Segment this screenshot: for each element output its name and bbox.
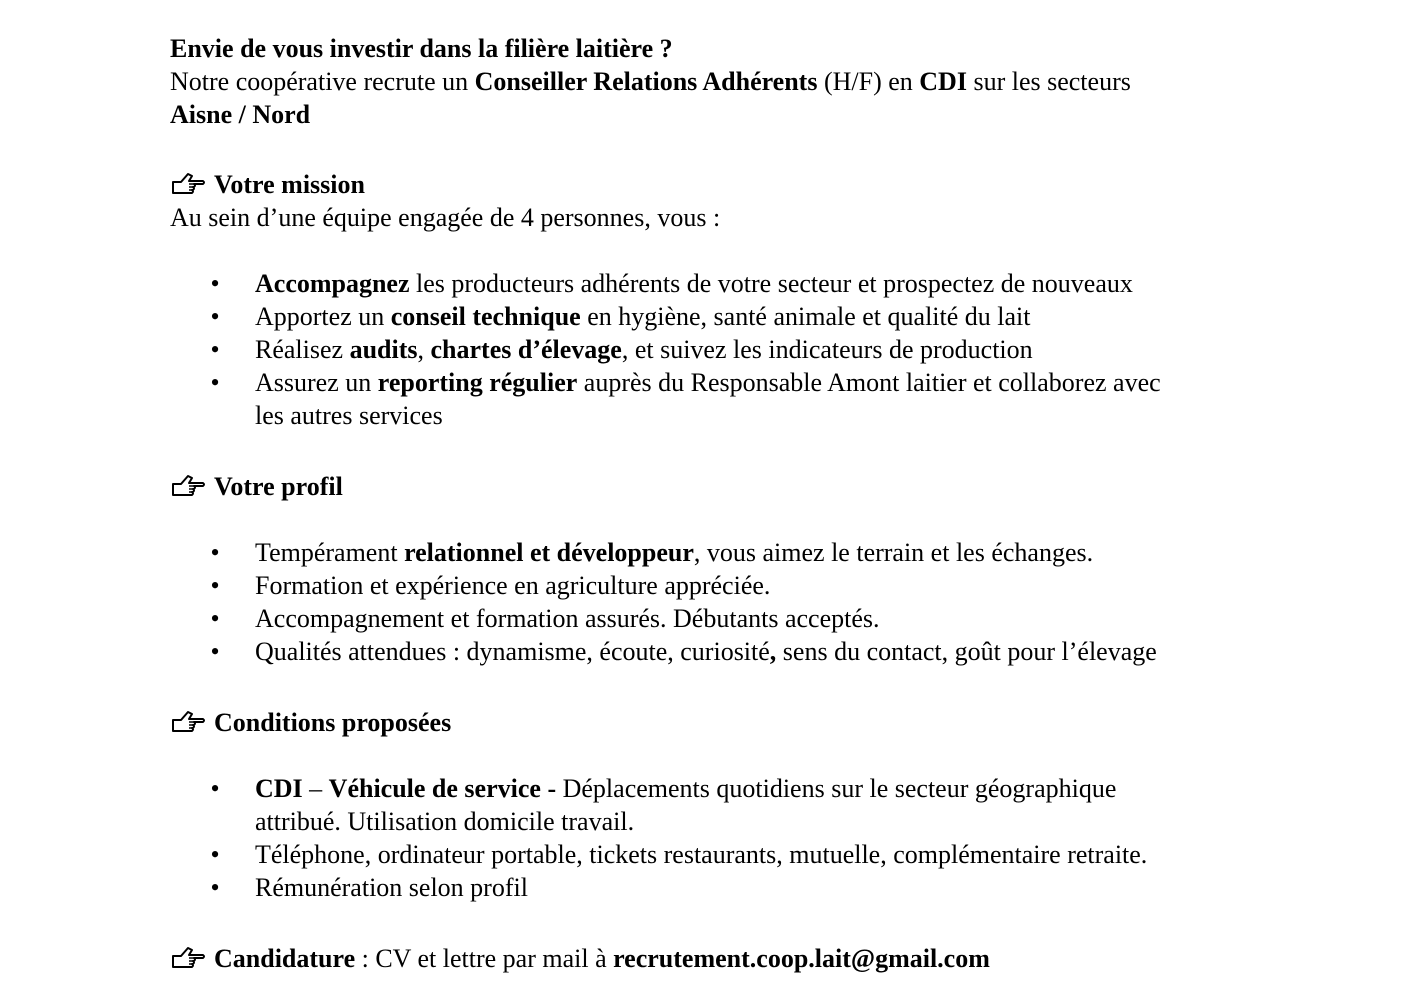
bold-text: Véhicule de service - <box>328 774 557 803</box>
bold-text: , <box>769 637 777 666</box>
candidature-line <box>170 942 990 975</box>
text: Téléphone, ordinateur portable, tickets restaurants, mutuelle, complémentaire retraite. <box>255 840 1148 869</box>
text: : CV et lettre par mail à <box>355 944 614 973</box>
text: , <box>417 335 431 364</box>
profil-heading <box>170 470 343 503</box>
bold-text: Accompagnez <box>255 269 410 298</box>
bold-text: chartes d’élevage <box>430 335 622 364</box>
bullet: • <box>210 368 220 397</box>
text: Apportez un <box>255 302 391 331</box>
bullet: • <box>210 840 220 869</box>
pointing-hand-icon <box>170 171 206 197</box>
text: Accompagnement et formation assurés. Débutants acceptés. <box>255 604 880 633</box>
contract-type: CDI <box>919 67 967 96</box>
bullet: • <box>210 604 220 633</box>
email-link[interactable]: recrutement.coop.lait@gmail.com <box>613 944 990 973</box>
intro-line <box>170 65 1131 98</box>
text: en hygiène, santé animale et qualité du lait <box>580 302 1031 331</box>
bullet: • <box>210 571 220 600</box>
intro-text: sur les secteurs <box>966 67 1131 96</box>
intro-title: Envie de vous investir dans la filière laitière ? <box>170 34 673 63</box>
bold-text: audits <box>349 335 418 364</box>
text: Formation et expérience en agriculture appréciée. <box>255 571 771 600</box>
mission-heading <box>170 168 365 201</box>
bullet: • <box>210 269 220 298</box>
bullet: • <box>210 637 220 666</box>
text: sens du contact, goût pour l’élevage <box>776 637 1157 666</box>
bullet: • <box>210 538 220 567</box>
pointing-hand-icon <box>170 945 206 971</box>
text: Qualités attendues : dynamisme, écoute, curiosité <box>255 637 770 666</box>
job-title: Conseiller Relations Adhérents <box>474 67 818 96</box>
text: – <box>302 774 329 803</box>
intro-text: (H/F) en <box>817 67 920 96</box>
candidature-heading: Candidature <box>214 944 356 973</box>
text: attribué. Utilisation domicile travail. <box>255 807 635 836</box>
bold-text: conseil technique <box>390 302 581 331</box>
text: Tempérament <box>255 538 405 567</box>
intro-text: Notre coopérative recrute un <box>170 67 475 96</box>
text: les producteurs adhérents de votre secteur et prospectez de nouveaux <box>409 269 1133 298</box>
conditions-heading-label: Conditions proposées <box>214 708 452 737</box>
bold-text: CDI <box>255 774 303 803</box>
bullet: • <box>210 302 220 331</box>
pointing-hand-icon <box>170 709 206 735</box>
mission-intro: Au sein d’une équipe engagée de 4 personnes, vous : <box>170 203 721 232</box>
mission-heading-label: Votre mission <box>214 170 365 199</box>
text: Rémunération selon profil <box>255 873 528 902</box>
text: , vous aimez le terrain et les échanges. <box>693 538 1094 567</box>
text: les autres services <box>255 401 443 430</box>
sectors: Aisne / Nord <box>170 100 311 129</box>
profil-heading-label: Votre profil <box>214 472 343 501</box>
bullet: • <box>210 873 220 902</box>
pointing-hand-icon <box>170 473 206 499</box>
bold-text: relationnel et développeur <box>404 538 694 567</box>
text: Déplacements quotidiens sur le secteur géographique <box>556 774 1117 803</box>
text: Réalisez <box>255 335 350 364</box>
conditions-heading <box>170 706 451 739</box>
text: , et suivez les indicateurs de production <box>621 335 1033 364</box>
bullet: • <box>210 335 220 364</box>
text: Assurez un <box>255 368 378 397</box>
text: auprès du Responsable Amont laitier et collaborez avec <box>577 368 1161 397</box>
bullet: • <box>210 774 220 803</box>
bold-text: reporting régulier <box>377 368 578 397</box>
